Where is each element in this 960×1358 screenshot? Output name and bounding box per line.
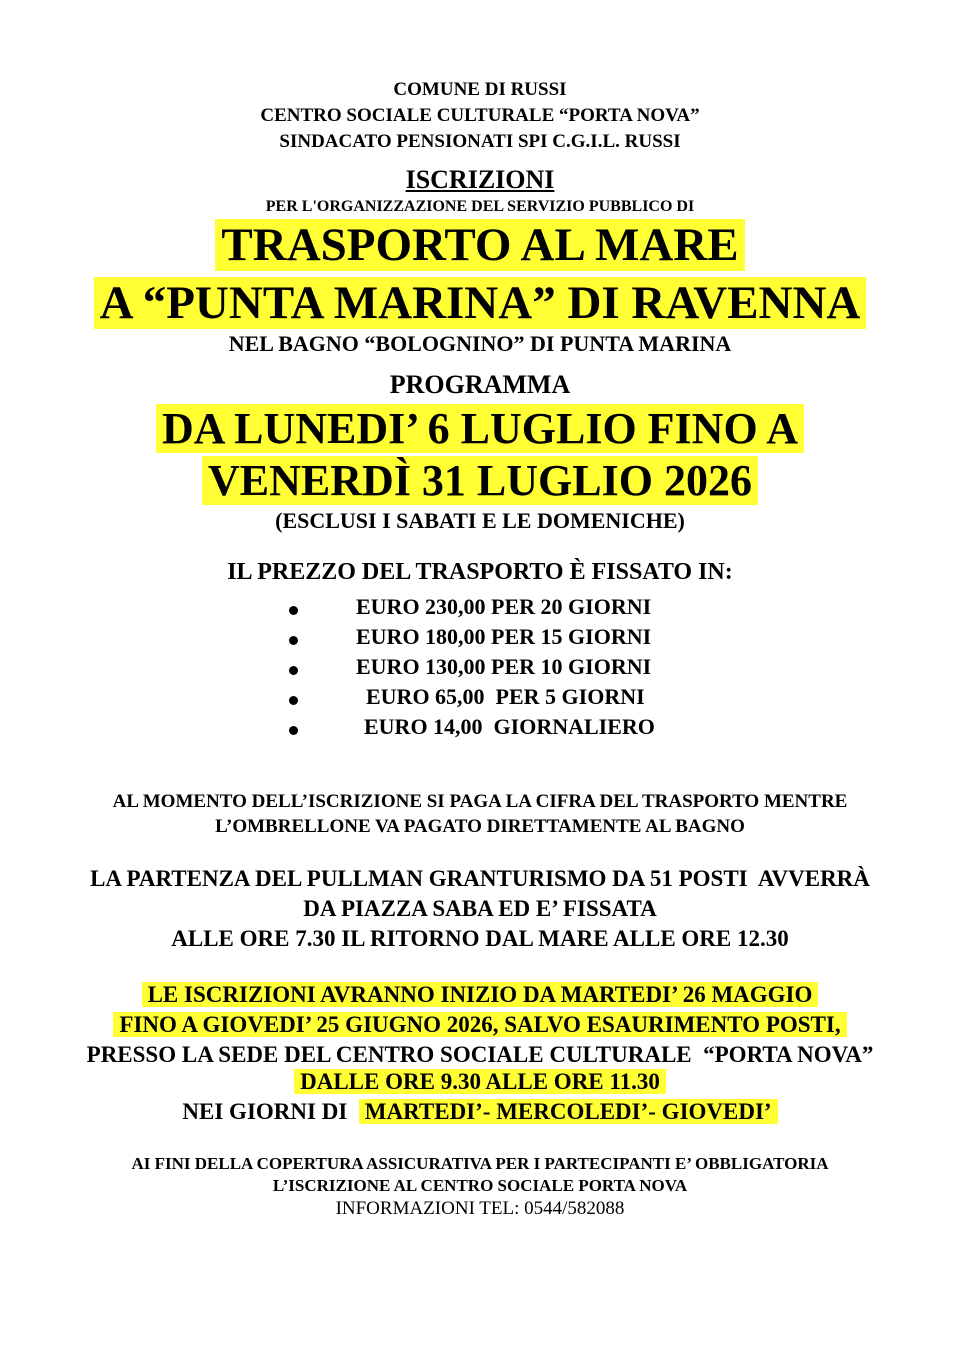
- headline-transport: TRASPORTO AL MARE: [215, 219, 744, 271]
- registration-days-prefix: NEI GIORNI DI: [182, 1099, 354, 1124]
- list-item: [0, 656, 960, 684]
- payment-line-1: AL MOMENTO DELL’ISCRIZIONE SI PAGA LA CIFRA DEL TRASPORTO MENTRE: [112, 791, 848, 812]
- headline-destination: A “PUNTA MARINA” DI RAVENNA: [94, 277, 867, 329]
- registration-row-5: [0, 1100, 960, 1123]
- registration-end: FINO A GIOVEDI’ 25 GIUGNO 2026, SALVO ESAURIMENTO POSTI,: [113, 1012, 846, 1037]
- footer-phone: INFORMAZIONI TEL: 0544/582088: [335, 1198, 625, 1219]
- dates-row-1: [0, 404, 960, 453]
- bullet-icon: [289, 666, 298, 675]
- footer-line-1: AI FINI DELLA COPERTURA ASSICURATIVA PER I PARTECIPANTI E’ OBBLIGATORIA: [131, 1154, 829, 1173]
- registration-location: PRESSO LA SEDE DEL CENTRO SOCIALE CULTURALE “PORTA NOVA”: [86, 1042, 874, 1067]
- headline-row-2: [0, 277, 960, 329]
- departure-line-2: DA PIAZZA SABA ED E’ FISSATA: [303, 896, 657, 921]
- bullet-icon: [289, 726, 298, 735]
- dates-start: DA LUNEDI’ 6 LUGLIO FINO A: [156, 404, 804, 453]
- registration-row-2: [0, 1013, 960, 1036]
- price-item: EURO 230,00 PER 20 GIORNI: [356, 594, 652, 619]
- programma-label: PROGRAMMA: [389, 370, 571, 399]
- dates-row-2: [0, 456, 960, 505]
- price-item: EURO 14,00 GIORNALIERO: [364, 714, 655, 739]
- list-item: [0, 596, 960, 624]
- price-item: EURO 180,00 PER 15 GIORNI: [356, 624, 652, 649]
- headline-row-1: [0, 219, 960, 271]
- registration-start: LE ISCRIZIONI AVRANNO INIZIO DA MARTEDI’ 26 MAGGIO: [142, 982, 819, 1007]
- registration-row-1: [0, 983, 960, 1006]
- dates-exclusion: (ESCLUSI I SABATI E LE DOMENICHE): [275, 508, 685, 533]
- header-social-center: CENTRO SOCIALE CULTURALE “PORTA NOVA”: [260, 105, 700, 126]
- list-item: [0, 686, 960, 714]
- list-item: [0, 626, 960, 654]
- payment-line-2: L’OMBRELLONE VA PAGATO DIRETTAMENTE AL BAGNO: [215, 816, 745, 837]
- registration-days: MARTEDI’- MERCOLEDI’- GIOVEDI’: [359, 1099, 778, 1124]
- iscrizioni-title-row: [0, 167, 960, 193]
- registration-hours: DALLE ORE 9.30 ALLE ORE 11.30: [294, 1069, 666, 1094]
- list-item: [0, 716, 960, 744]
- iscrizioni-subtitle: PER L'ORGANIZZAZIONE DEL SERVIZIO PUBBLICO DI: [265, 198, 695, 215]
- header-union: SINDACATO PENSIONATI SPI C.G.I.L. RUSSI: [279, 131, 681, 152]
- registration-row-4: [0, 1070, 960, 1093]
- headline-bagno: NEL BAGNO “BOLOGNINO” DI PUNTA MARINA: [228, 331, 732, 356]
- price-item: EURO 130,00 PER 10 GIORNI: [356, 654, 652, 679]
- bullet-icon: [289, 696, 298, 705]
- bullet-icon: [289, 636, 298, 645]
- dates-end: VENERDÌ 31 LUGLIO 2026: [202, 456, 758, 505]
- departure-line-1: LA PARTENZA DEL PULLMAN GRANTURISMO DA 51 POSTI AVVERRÀ: [90, 866, 870, 891]
- header-municipality: COMUNE DI RUSSI: [393, 79, 567, 100]
- departure-line-3: ALLE ORE 7.30 IL RITORNO DAL MARE ALLE ORE 12.30: [171, 926, 789, 951]
- prices-intro: IL PREZZO DEL TRASPORTO È FISSATO IN:: [227, 559, 733, 585]
- iscrizioni-title: ISCRIZIONI: [405, 165, 555, 194]
- price-item: EURO 65,00 PER 5 GIORNI: [366, 684, 645, 709]
- footer-line-2: L’ISCRIZIONE AL CENTRO SOCIALE PORTA NOVA: [272, 1176, 688, 1195]
- bullet-icon: [289, 606, 298, 615]
